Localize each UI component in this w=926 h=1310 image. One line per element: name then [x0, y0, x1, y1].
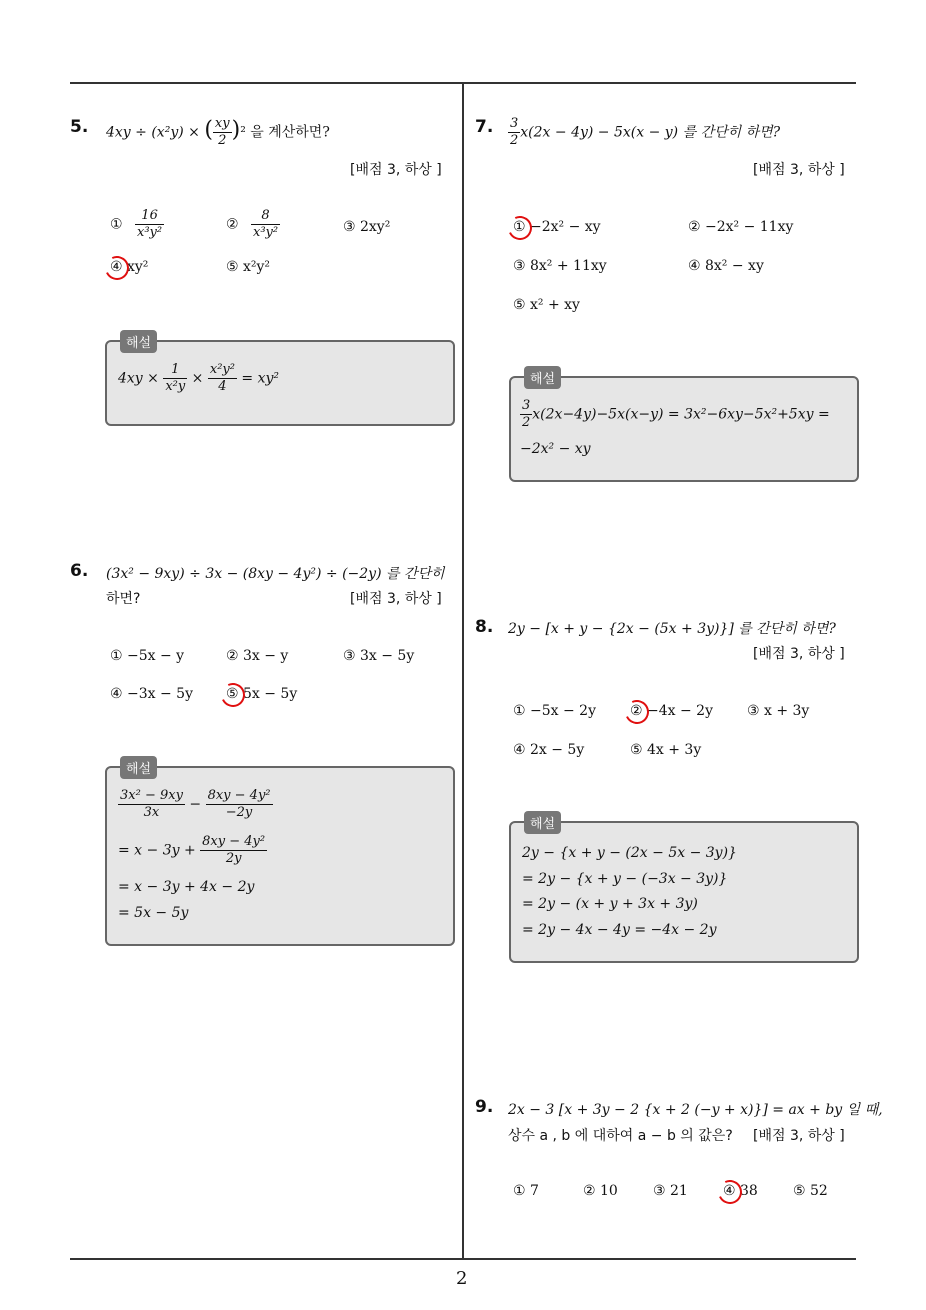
q8-choice-2[interactable]: ② −4x − 2y: [630, 703, 713, 719]
q5-choice-4[interactable]: ④ xy²: [110, 259, 149, 275]
q8-meta: [배점 3, 하상 ]: [753, 646, 845, 662]
q5-choice-5[interactable]: ⑤ x²y²: [226, 259, 271, 275]
q8-choice-1[interactable]: ① −5x − 2y: [513, 703, 596, 719]
q9-choice-4[interactable]: ④ 38: [723, 1183, 758, 1199]
q7-choice-1[interactable]: ① −2x² − xy: [513, 219, 601, 235]
q9-number: 9.: [475, 1097, 494, 1117]
q7-choice-4[interactable]: ④ 8x² − xy: [688, 258, 764, 274]
q7-meta: [배점 3, 하상 ]: [753, 162, 845, 178]
q6-solution-tag: 해설: [120, 756, 157, 779]
q6-choice-3[interactable]: ③ 3x − 5y: [343, 648, 415, 664]
q6-answer-mark: [218, 680, 249, 711]
q5-stem: 4xy ÷ (x²y) × ( $\frac{xy}{2}$ )² 을 계산하면?: [106, 116, 330, 148]
q6-choice-1[interactable]: ① −5x − y: [110, 648, 185, 664]
q5-number: 5.: [70, 117, 89, 137]
q6-stem-line1: (3x² − 9xy) ÷ 3x − (8xy − 4y²) ÷ (−2y) 를 간단히: [106, 566, 445, 582]
q8-number: 8.: [475, 617, 494, 637]
q8-solution-line2: = 2y − {x + y − (−3x − 3y)}: [522, 871, 728, 887]
q8-stem: 2y − [x + y − {2x − (5x + 3y)}] 를 간단히 하면?: [508, 621, 836, 637]
q5-solution-tag: 해설: [120, 330, 157, 353]
q7-answer-mark: [505, 213, 536, 244]
page-number: 2: [456, 1268, 468, 1289]
q7-choice-5[interactable]: ⑤ x² + xy: [513, 297, 580, 313]
q8-choice-5[interactable]: ⑤ 4x + 3y: [630, 742, 702, 758]
q8-solution-line4: = 2y − 4x − 4y = −4x − 2y: [522, 922, 717, 938]
q5-choice-3[interactable]: ③ 2xy²: [343, 219, 391, 235]
q7-number: 7.: [475, 117, 494, 137]
q6-solution-line2: = x − 3y + $\frac{\text{8xy − 4y²}}{2y}$: [118, 834, 266, 866]
column-divider: [462, 83, 464, 1259]
q5-solution: 4xy × $\frac{1}{\text{x²y}}$ × $\frac{\text{x²y²}}{4}$ = xy²: [118, 362, 280, 394]
q7-stem: $\frac{3}{2}$ x(2x − 4y) − 5x(x − y) 를 간단히 하면?: [510, 116, 781, 148]
q6-solution-line3: = x − 3y + 4x − 2y: [118, 879, 255, 895]
q6-choice-2[interactable]: ② 3x − y: [226, 648, 289, 664]
q6-choice-5[interactable]: ⑤ 5x − 5y: [226, 686, 298, 702]
q7-solution-tag: 해설: [524, 366, 561, 389]
q9-choice-1[interactable]: ① 7: [513, 1183, 539, 1199]
q5-meta: [배점 3, 하상 ]: [350, 162, 442, 178]
q9-stem-line2: 상수 a , b 에 대하여 a − b 의 값은?: [508, 1128, 733, 1144]
q8-solution-box: [509, 821, 859, 963]
q8-answer-mark: [622, 697, 653, 728]
q8-solution-tag: 해설: [524, 811, 561, 834]
q7-solution-line1: $\frac{3}{2}$ x(2x−4y)−5x(x−y) = 3x²−6xy−5x²+5xy =: [522, 398, 830, 430]
q6-choice-4[interactable]: ④ −3x − 5y: [110, 686, 193, 702]
q9-answer-mark: [715, 1177, 746, 1208]
q5-answer-mark: [102, 253, 133, 284]
q6-stem-line2: 하면?: [106, 591, 141, 607]
q8-solution-line3: = 2y − (x + y + 3x + 3y): [522, 896, 698, 912]
q7-choice-3[interactable]: ③ 8x² + 11xy: [513, 258, 607, 274]
q9-meta: [배점 3, 하상 ]: [753, 1128, 845, 1144]
q9-choice-5[interactable]: ⑤ 52: [793, 1183, 828, 1199]
q8-choice-4[interactable]: ④ 2x − 5y: [513, 742, 585, 758]
q6-number: 6.: [70, 561, 89, 581]
q9-choice-3[interactable]: ③ 21: [653, 1183, 688, 1199]
q5-choice-1[interactable]: ① $\frac{16}{\text{x³y²}}$: [110, 208, 163, 240]
q9-choice-2[interactable]: ② 10: [583, 1183, 618, 1199]
q7-choice-2[interactable]: ② −2x² − 11xy: [688, 219, 794, 235]
q6-solution-line1: $\frac{\text{3x² − 9xy}}{3x}$ − $\frac{\text{8xy − 4y²}}{-2y}$: [120, 788, 271, 820]
q6-solution-line4: = 5x − 5y: [118, 905, 189, 921]
bottom-rule: [70, 1258, 856, 1260]
q9-stem-line1: 2x − 3 [x + 3y − 2 {x + 2 (−y + x)}] = ax + by 일 때,: [508, 1102, 883, 1118]
q8-solution-line1: 2y − {x + y − (2x − 5x − 3y)}: [522, 845, 737, 861]
q8-choice-3[interactable]: ③ x + 3y: [747, 703, 810, 719]
q6-meta: [배점 3, 하상 ]: [350, 591, 442, 607]
q5-choice-2[interactable]: ② $\frac{8}{\text{x³y²}}$: [226, 208, 279, 240]
q7-solution-line2: −2x² − xy: [520, 441, 591, 457]
